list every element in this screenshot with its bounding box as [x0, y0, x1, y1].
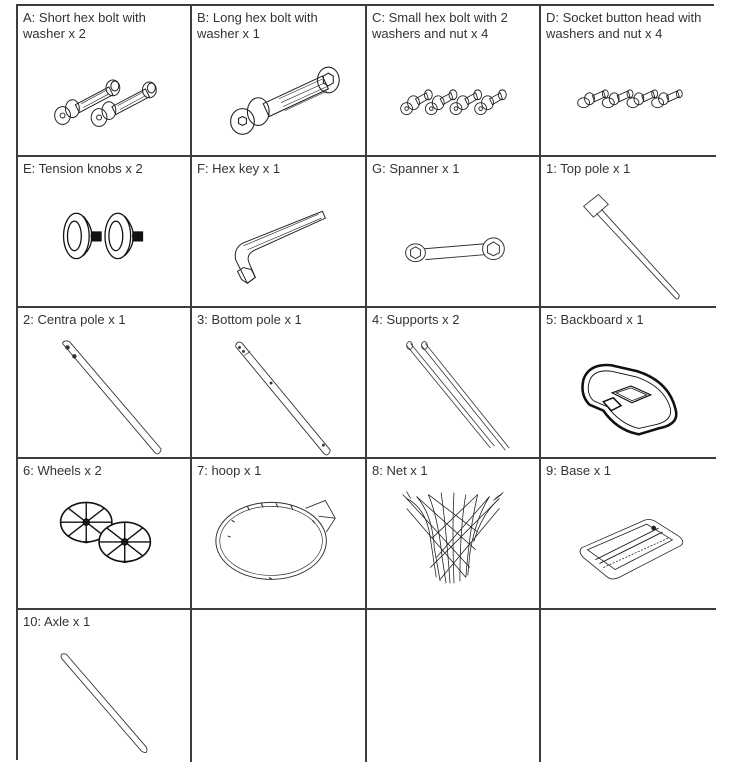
part-cell-e [18, 157, 192, 308]
part-cell-2 [18, 308, 192, 459]
part-cell-d [541, 6, 716, 157]
part-cell-a [18, 6, 192, 157]
net-icon [367, 459, 539, 608]
part-cell-g [367, 157, 541, 308]
part-label: C: Small hex bolt with 2 washers and nut x 4 [372, 10, 508, 41]
part-label: F: Hex key x 1 [197, 161, 281, 176]
part-cell-4 [367, 308, 541, 459]
base-icon [541, 459, 716, 608]
parts-table [16, 4, 714, 760]
part-label: 7: hoop x 1 [197, 463, 262, 478]
part-cell-1 [541, 157, 716, 308]
part-cell-7 [192, 459, 367, 610]
part-cell-c [367, 6, 541, 157]
part-cell-3 [192, 308, 367, 459]
short-hex-bolt-icon [18, 6, 190, 155]
part-cell-5 [541, 308, 716, 459]
socket-button-head-icon [541, 6, 716, 155]
part-label: 9: Base x 1 [546, 463, 612, 478]
part-label: 3: Bottom pole x 1 [197, 312, 302, 327]
hoop-icon [192, 459, 365, 608]
part-label: 1: Top pole x 1 [546, 161, 631, 176]
part-cell-9 [541, 459, 716, 610]
part-cell-10 [18, 610, 192, 762]
part-label: 8: Net x 1 [372, 463, 428, 478]
backboard-icon [541, 308, 716, 457]
bottom-pole-icon [192, 308, 365, 457]
part-label: G: Spanner x 1 [372, 161, 460, 176]
part-cell-8 [367, 459, 541, 610]
part-label: D: Socket button head with washers and nut x 4 [546, 10, 702, 41]
axle-icon [18, 610, 190, 762]
long-hex-bolt-icon [192, 6, 365, 155]
part-cell-f [192, 157, 367, 308]
spanner-icon [367, 157, 539, 306]
part-label: 4: Supports x 2 [372, 312, 460, 327]
tension-knob-icon [18, 157, 190, 306]
wheels-icon [18, 459, 190, 608]
small-hex-bolt-icon [367, 6, 539, 155]
top-pole-icon [541, 157, 716, 306]
part-label: 6: Wheels x 2 [23, 463, 102, 478]
hex-key-icon [192, 157, 365, 306]
part-label: 5: Backboard x 1 [546, 312, 644, 327]
centra-pole-icon [18, 308, 190, 457]
part-label: E: Tension knobs x 2 [23, 161, 143, 176]
empty-cell [192, 610, 367, 762]
part-cell-6 [18, 459, 192, 610]
part-label: A: Short hex bolt with washer x 2 [23, 10, 146, 41]
empty-cell [541, 610, 716, 762]
empty-cell [367, 610, 541, 762]
part-cell-b [192, 6, 367, 157]
supports-icon [367, 308, 539, 457]
part-label: 10: Axle x 1 [23, 614, 91, 629]
part-label: 2: Centra pole x 1 [23, 312, 126, 327]
part-label: B: Long hex bolt with washer x 1 [197, 10, 318, 41]
